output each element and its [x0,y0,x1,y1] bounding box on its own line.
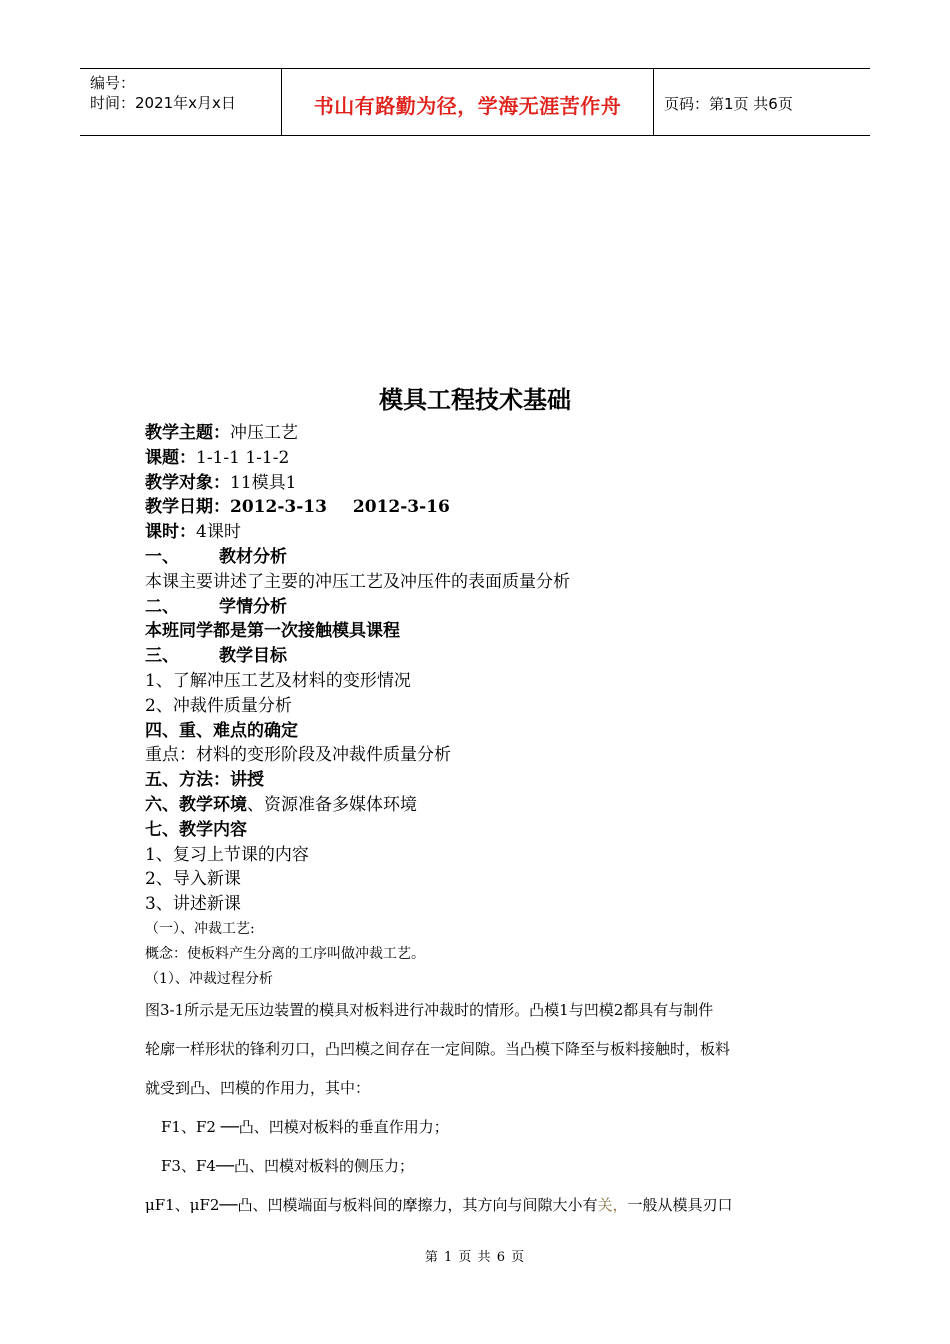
section-5-heading: 五、方法：讲授 [145,770,264,791]
paragraph-line-3: 就受到凸、凹模的作用力，其中： [145,1079,371,1098]
meta-hours: 课时：4课时 [145,522,241,543]
section-1-heading: 一、 教材分析 [145,546,287,567]
section-3-item-1: 1、了解冲压工艺及材料的变形情况 [145,670,411,691]
motto: 书山有路勤为径，学海无涯苦作舟 [282,69,654,135]
section-4-heading: 四、重、难点的确定 [145,720,298,741]
paragraph-line-2: 轮廓一样形状的锋利刃口，凸凹模之间存在一定间隙。当凸模下降至与板料接触时，板料 [145,1040,731,1059]
section-7-item-3: 3、讲述新课 [145,894,241,915]
subheading-punching: （一）、冲裁工艺: [145,920,255,937]
page-footer: 第 1 页 共 6 页 [424,1250,526,1265]
number-label: 编号： [90,74,136,92]
section-7-item-2: 2、导入新课 [145,869,241,890]
section-4-text: 重点：材料的变形阶段及冲裁件质量分析 [145,745,451,766]
concept-text: 概念：使板料产生分离的工序叫做冲裁工艺。 [145,945,425,962]
section-6-heading: 六、教学环境、资源准备多媒体环境 [145,794,417,815]
date-label: 时间：2021年x月x日 [90,94,236,112]
section-1-text: 本课主要讲述了主要的冲压工艺及冲压件的表面质量分析 [145,571,570,592]
force-f1-f2: F1、F2 ──凸、凹模对板料的垂直作用力； [161,1118,449,1137]
page-label: 页码：第1页 共6页 [664,94,793,113]
friction-line: μF1、μF2──凸、凹模端面与板料间的摩擦力，其方向与间隙大小有关，一般从模具刃口 [145,1196,733,1215]
document-body [145,421,815,1225]
header-table [80,68,870,136]
section-2-text: 本班同学都是第一次接触模具课程 [145,621,400,642]
section-7-item-1: 1、复习上节课的内容 [145,844,309,865]
meta-date: 教学日期：2012-3-13 2012-3-16 [145,497,450,518]
meta-topic: 课题：1-1-1 1-1-2 [145,447,290,468]
meta-target: 教学对象：11模具1 [145,472,297,493]
meta-theme: 教学主题：冲压工艺 [145,423,298,443]
section-2-heading: 二、 学情分析 [145,596,287,617]
force-f3-f4: F3、F4──凸、凹模对板料的侧压力； [161,1157,414,1176]
section-3-item-2: 2、冲裁件质量分析 [145,695,292,716]
section-7-heading: 七、教学内容 [145,819,247,840]
header-left-cell [80,69,282,135]
paragraph-line-1: 图3-1所示是无压边装置的模具对板料进行冲裁时的情形。凸模1与凹模2都具有与制件 [145,1001,714,1020]
document-title: 模具工程技术基础 [379,385,571,414]
section-3-heading: 三、 教学目标 [145,646,287,667]
subheading-process: （1）、冲裁过程分析 [145,970,273,987]
